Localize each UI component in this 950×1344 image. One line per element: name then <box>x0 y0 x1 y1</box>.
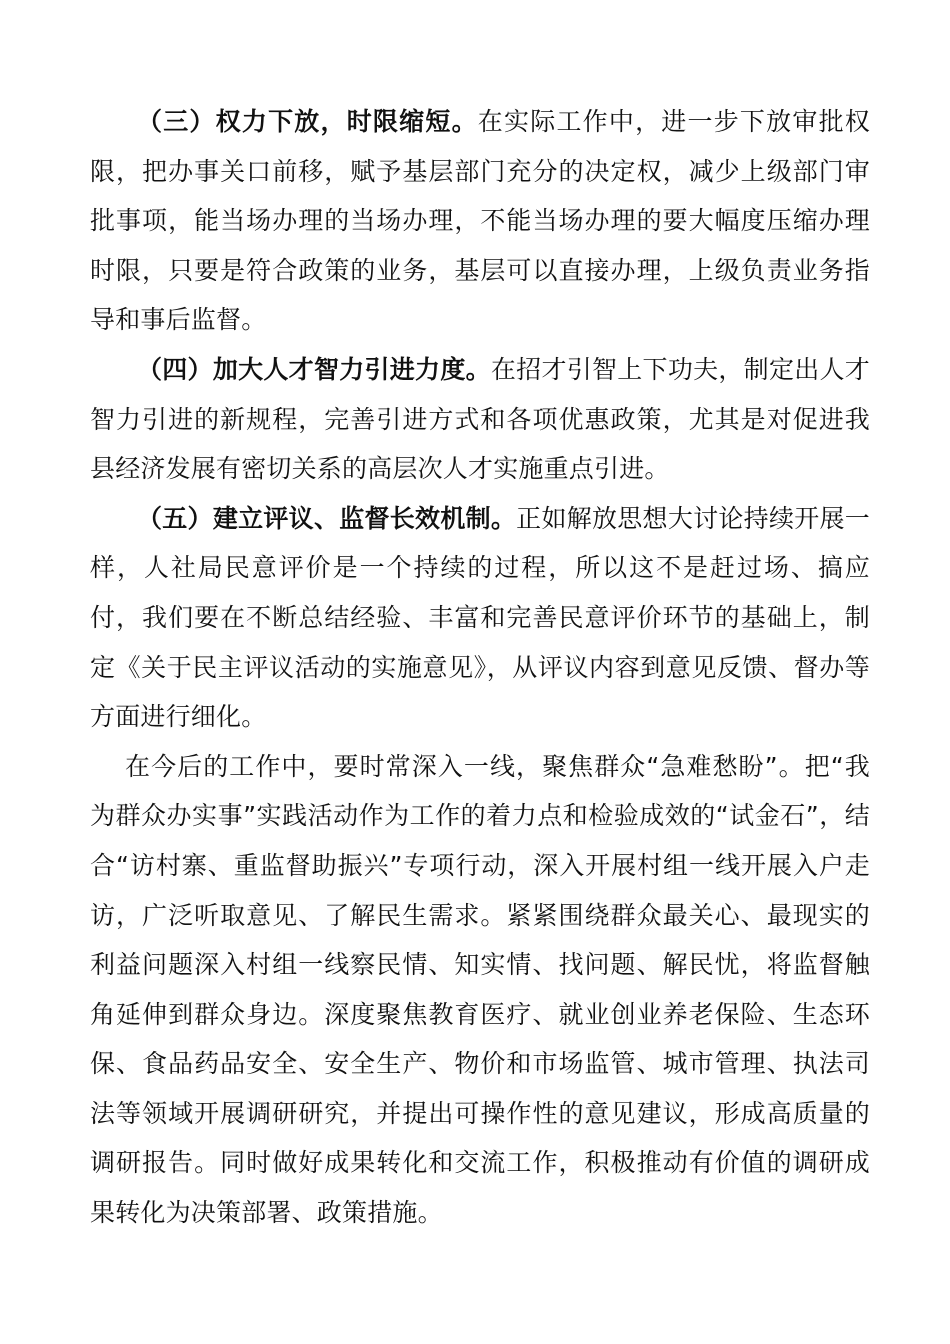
document-page <box>90 97 870 1238</box>
paragraph-heading: （四）加大人才智力引进力度。 <box>137 354 491 384</box>
closing-paragraph: 在今后的工作中，要时常深入一线，聚焦群众“急难愁盼”。把“我为群众办实事”实践活动作为工作的着力点和检验成效的“试金石”，结合“访村寨、重监督助振兴”专项行动，深入开展村组一线开展入户走访，广泛听取意见、了解民生需求。紧紧围绕群众最关心、最现实的利益问题深入村组一线察民情、知实情、找问题、解民忧，将监督触角延伸到群众身边。深度聚焦教育医疗、就业创业养老保险、生态环保、食品药品安全、安全生产、物价和市场监管、城市管理、执法司法等领域开展调研研究，并提出可操作性的意见建议，形成高质量的调研报告。同时做好成果转化和交流工作，积极推动有价值的调研成果转化为决策部署、政策措施。 <box>90 751 870 1228</box>
paragraph-heading: （三）权力下放，时限缩短。 <box>137 107 478 136</box>
paragraph-5 <box>90 494 870 742</box>
paragraph-heading: （五）建立评议、监督长效机制。 <box>137 503 517 533</box>
paragraph-body: 在招才引智上下功夫，制定出人才智力引进的新规程，完善引进方式和各项优惠政策，尤其是对促进我县经济发展有密切关系的高层次人才实施重点引进。 <box>90 354 870 484</box>
paragraph-3 <box>90 97 870 345</box>
paragraph-4 <box>90 345 870 494</box>
paragraph-body: 正如解放思想大讨论持续开展一样，人社局民意评价是一个持续的过程，所以这不是赶过场、搞应付，我们要在不断总结经验、丰富和完善民意评价环节的基础上，制定《关于民主评议活动的实施意见》，从评议内容到意见反馈、督办等方面进行细化。 <box>90 503 870 732</box>
paragraph-body: 在实际工作中，进一步下放审批权限，把办事关口前移，赋予基层部门充分的决定权，减少上级部门审批事项，能当场办理的当场办理，不能当场办理的要大幅度压缩办理时限，只要是符合政策的业务，基层可以直接办理，上级负责业务指导和事后监督。 <box>90 107 870 335</box>
